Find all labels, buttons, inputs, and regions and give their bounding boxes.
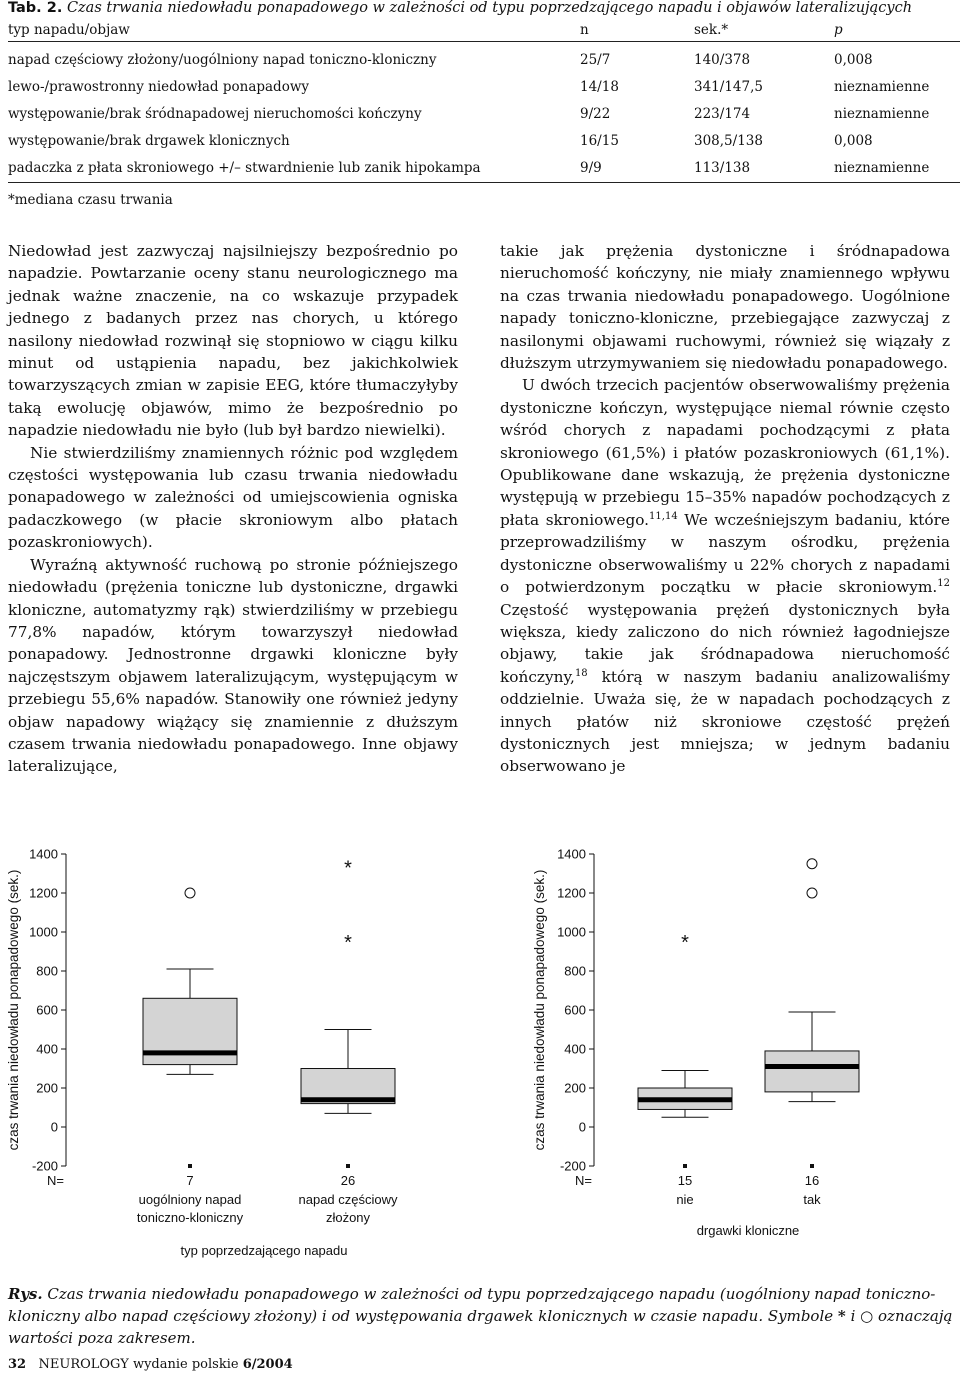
- y-tick-label: -200: [31, 1158, 58, 1174]
- cell-p: nieznamienne: [834, 160, 930, 176]
- text-column-left: [8, 240, 458, 778]
- cell-p: 0,008: [834, 52, 873, 68]
- cell-p: nieznamienne: [834, 106, 930, 122]
- header-sec: sek.*: [694, 22, 729, 38]
- cell-type: padaczka z płata skroniowego +/– stwardnienie lub zanik hipokampa: [8, 160, 481, 176]
- n-value: 7: [186, 1173, 194, 1188]
- cell-type: lewo-/prawostronny niedowład ponapadowy: [8, 79, 310, 95]
- category-label: nie: [676, 1192, 694, 1207]
- boxplot-clonic-seizures: [532, 847, 859, 1239]
- journal-edition: wydanie polskie: [132, 1357, 239, 1372]
- table-footnote-text: *mediana czasu trwania: [8, 192, 173, 208]
- n-value: 26: [340, 1173, 356, 1188]
- cell-sec: 113/138: [694, 160, 751, 176]
- cell-p: 0,008: [834, 133, 873, 149]
- paragraph-part: We wcześniejszym badaniu, które przeprowadziliśmy w naszym ośrodku, prężenia dystoniczne obserwowaliśmy u 22% chorych z napadami o potwierdzonym początku w płacie skroniowym.: [500, 510, 950, 597]
- y-tick-label: 1000: [29, 924, 58, 940]
- x-tick: [810, 1164, 814, 1168]
- cell-sec: 308,5/138: [694, 133, 763, 149]
- table-caption-text: Czas trwania niedowładu ponapadowego w zależności od typu poprzedzającego napadu i objawów lateralizujących: [66, 0, 913, 16]
- reference: 12: [937, 578, 950, 589]
- x-tick: [188, 1164, 192, 1168]
- paragraph: takie jak prężenia dystoniczne i śródnapadowa nieruchomość kończyny, nie miały znamiennego wpływu na czas trwania niedowładu ponapadowego. Uogólnione napady toniczno-kloniczne, przebiegające zazwyczaj z nasilonymi objawami ruchowymi, również się wiązały z dłuższym utrzymywaniem się niedowładu ponapadowego.: [500, 242, 950, 373]
- paragraph: Wyraźną aktywność ruchową po stronie późniejszego niedowładu (prężenia toniczne lub dystoniczne, drgawki kloniczne, automatyzmy rąk) stwierdziliśmy w przebiegu 77,8% napadów, którym towarzyszył niedowład ponapadowy. Jednostronne drgawki kloniczne były najczęstszym objawem lateralizującym, występującym w przebiegu 55,6% napadów. Stanowiły one również jedyny objaw napadowy wiążący się znamiennie z dłuższym czasem trwania niedowładu ponapadowego. Inne objawy lateralizujące,: [8, 555, 458, 776]
- cell-type: napad częściowy złożony/uogólniony napad toniczno-kloniczny: [8, 52, 437, 68]
- y-tick-label: 800: [36, 963, 58, 979]
- n-value: 15: [677, 1173, 693, 1188]
- x-tick: [346, 1164, 350, 1168]
- paragraph: Niedowład jest zazwyczaj najsilniejszy bezpośrednio po napadzie. Powtarzanie oceny stanu neurologicznego ma jednak ważne znaczenie, na co wskazuje przypadek jednego z badanych przez nas chorych, u którego nasilony niedowład rozwinął się stopniowo w ciągu kilku minut od ustąpienia napadu, bez jakichkolwiek towarzyszących zmian w zapisie EEG, które tłumaczyłyby taką ewolucję objawów, mimo że bezpośrednio po napadzie niedowładu nie było (lub był bardzo niewielki).: [8, 242, 458, 440]
- text-column-right: [500, 240, 950, 778]
- figure-label: Rys.: [8, 1285, 43, 1303]
- n-label: N=: [47, 1173, 64, 1188]
- cell-type: występowanie/brak śródnapadowej nieruchomości kończyny: [8, 106, 422, 122]
- y-tick-label: -200: [559, 1158, 586, 1174]
- circle-symbol-icon: ○: [860, 1307, 874, 1325]
- figure-caption-and: i: [850, 1307, 856, 1325]
- boxplot-figure: [0, 835, 960, 1265]
- reference: 11,14: [649, 510, 678, 522]
- paragraph: [500, 374, 950, 777]
- x-tick: [683, 1164, 687, 1168]
- cell-sec: 223/174: [694, 106, 751, 122]
- category-label: tak: [803, 1192, 821, 1207]
- cell-n: 9/22: [580, 106, 611, 122]
- box: [765, 1051, 859, 1092]
- figure-caption-text: Czas trwania niedowładu ponapadowego w zależności od typu poprzedzającego napadu (uogólniony napad toniczno-kloniczny albo napad częściowy złożony) i od występowania drgawek klonicznych w czasie napadu. Symbole: [8, 1285, 936, 1325]
- y-tick-label: 0: [578, 1119, 586, 1135]
- paragraph-part: którą w naszym badaniu analizowaliśmy oddzielnie. Uważa się, że w napadach pochodzących z innych płatów niż skroniowe częstość prężeń dystonicznych jest mniejsza; w jednym badaniu obserwowano je: [500, 667, 950, 776]
- cell-sec: 341/147,5: [694, 79, 763, 95]
- y-tick-label: 400: [564, 1041, 586, 1057]
- figure-caption-end: oznaczają wartości poza zakresem.: [8, 1307, 953, 1347]
- cell-n: 9/9: [580, 160, 602, 176]
- cell-n: 14/18: [580, 79, 619, 95]
- cell-type: występowanie/brak drgawek klonicznych: [8, 133, 290, 149]
- y-tick-label: 1200: [557, 885, 586, 901]
- cell-sec: 140/378: [694, 52, 751, 68]
- paragraph-part: U dwóch trzecich pacjentów obserwowaliśmy prężenia dystoniczne kończyn, występujące niemal równie często wśród chorych z napadami pochodzącymi z płata skroniowego (61,5%) i płatów pozaskroniowych (61,1%). Opublikowane dane wskazują, że prężenia dystoniczne występują w przebiegu 15–35% napadów pochodzących z płata skroniowego.: [500, 376, 950, 529]
- page-footer: [8, 1357, 293, 1372]
- x-axis-label: drgawki kloniczne: [696, 1223, 800, 1238]
- y-tick-label: 200: [36, 1080, 58, 1096]
- y-tick-label: 200: [564, 1080, 586, 1096]
- y-tick-label: 400: [36, 1041, 58, 1057]
- outlier-star: *: [344, 931, 352, 954]
- header-type: typ napadu/objaw: [8, 22, 130, 38]
- cell-p: nieznamienne: [834, 79, 930, 95]
- y-axis-label: czas trwania niedowładu ponapadowego (sek.): [6, 869, 21, 1151]
- table-label: Tab. 2.: [8, 0, 63, 16]
- y-tick-label: 600: [36, 1002, 58, 1018]
- journal-issue: 6/2004: [242, 1357, 293, 1372]
- outlier-star: *: [681, 931, 689, 954]
- category-label: uogólniony napad: [138, 1192, 242, 1207]
- cell-n: 16/15: [580, 133, 619, 149]
- outlier-circle: [807, 859, 817, 869]
- outlier-circle: [185, 888, 195, 898]
- y-axis-label: czas trwania niedowładu ponapadowego (sek.): [532, 869, 547, 1151]
- paragraph: Nie stwierdziliśmy znamiennych różnic pod względem częstości występowania lub czasu trwania niedowładu ponapadowego w zależności od umiejscowienia ogniska padaczkowego (w płacie skroniowym albo płatach pozaskroniowych).: [8, 443, 458, 552]
- table-bottom-rule: [8, 182, 960, 183]
- n-value: 16: [804, 1173, 820, 1188]
- category-label: napad częściowy: [298, 1192, 398, 1207]
- header-n: n: [580, 22, 589, 38]
- outlier-circle: [807, 888, 817, 898]
- y-tick-label: 800: [564, 963, 586, 979]
- asterisk-symbol-icon: *: [837, 1307, 846, 1325]
- y-tick-label: 1200: [29, 885, 58, 901]
- header-p: p: [834, 22, 843, 38]
- category-label: złożony: [325, 1210, 371, 1225]
- category-label: toniczno-kloniczny: [136, 1210, 244, 1225]
- table-header-rule: [8, 41, 960, 42]
- y-tick-label: 1000: [557, 924, 586, 940]
- boxplot-seizure-type: [6, 847, 398, 1259]
- y-tick-label: 1400: [29, 846, 58, 862]
- figure-caption: [8, 1283, 953, 1349]
- y-tick-label: 600: [564, 1002, 586, 1018]
- paragraph-part: Częstość występowania prężeń dystonicznych była większa, kiedy zaliczono do nich również łagodniejsze objawy, takie jak śródnapadowa nieruchomość kończyny,: [500, 600, 950, 686]
- journal-name: NEUROLOGY: [38, 1357, 129, 1372]
- y-tick-label: 1400: [557, 846, 586, 862]
- table-caption: [8, 0, 912, 16]
- n-label: N=: [575, 1173, 592, 1188]
- y-tick-label: 0: [50, 1119, 58, 1135]
- x-axis-label: typ poprzedzającego napadu: [180, 1243, 348, 1258]
- outlier-star: *: [344, 857, 352, 880]
- reference: 18: [574, 667, 588, 679]
- page-number: 32: [8, 1357, 27, 1372]
- cell-n: 25/7: [580, 52, 611, 68]
